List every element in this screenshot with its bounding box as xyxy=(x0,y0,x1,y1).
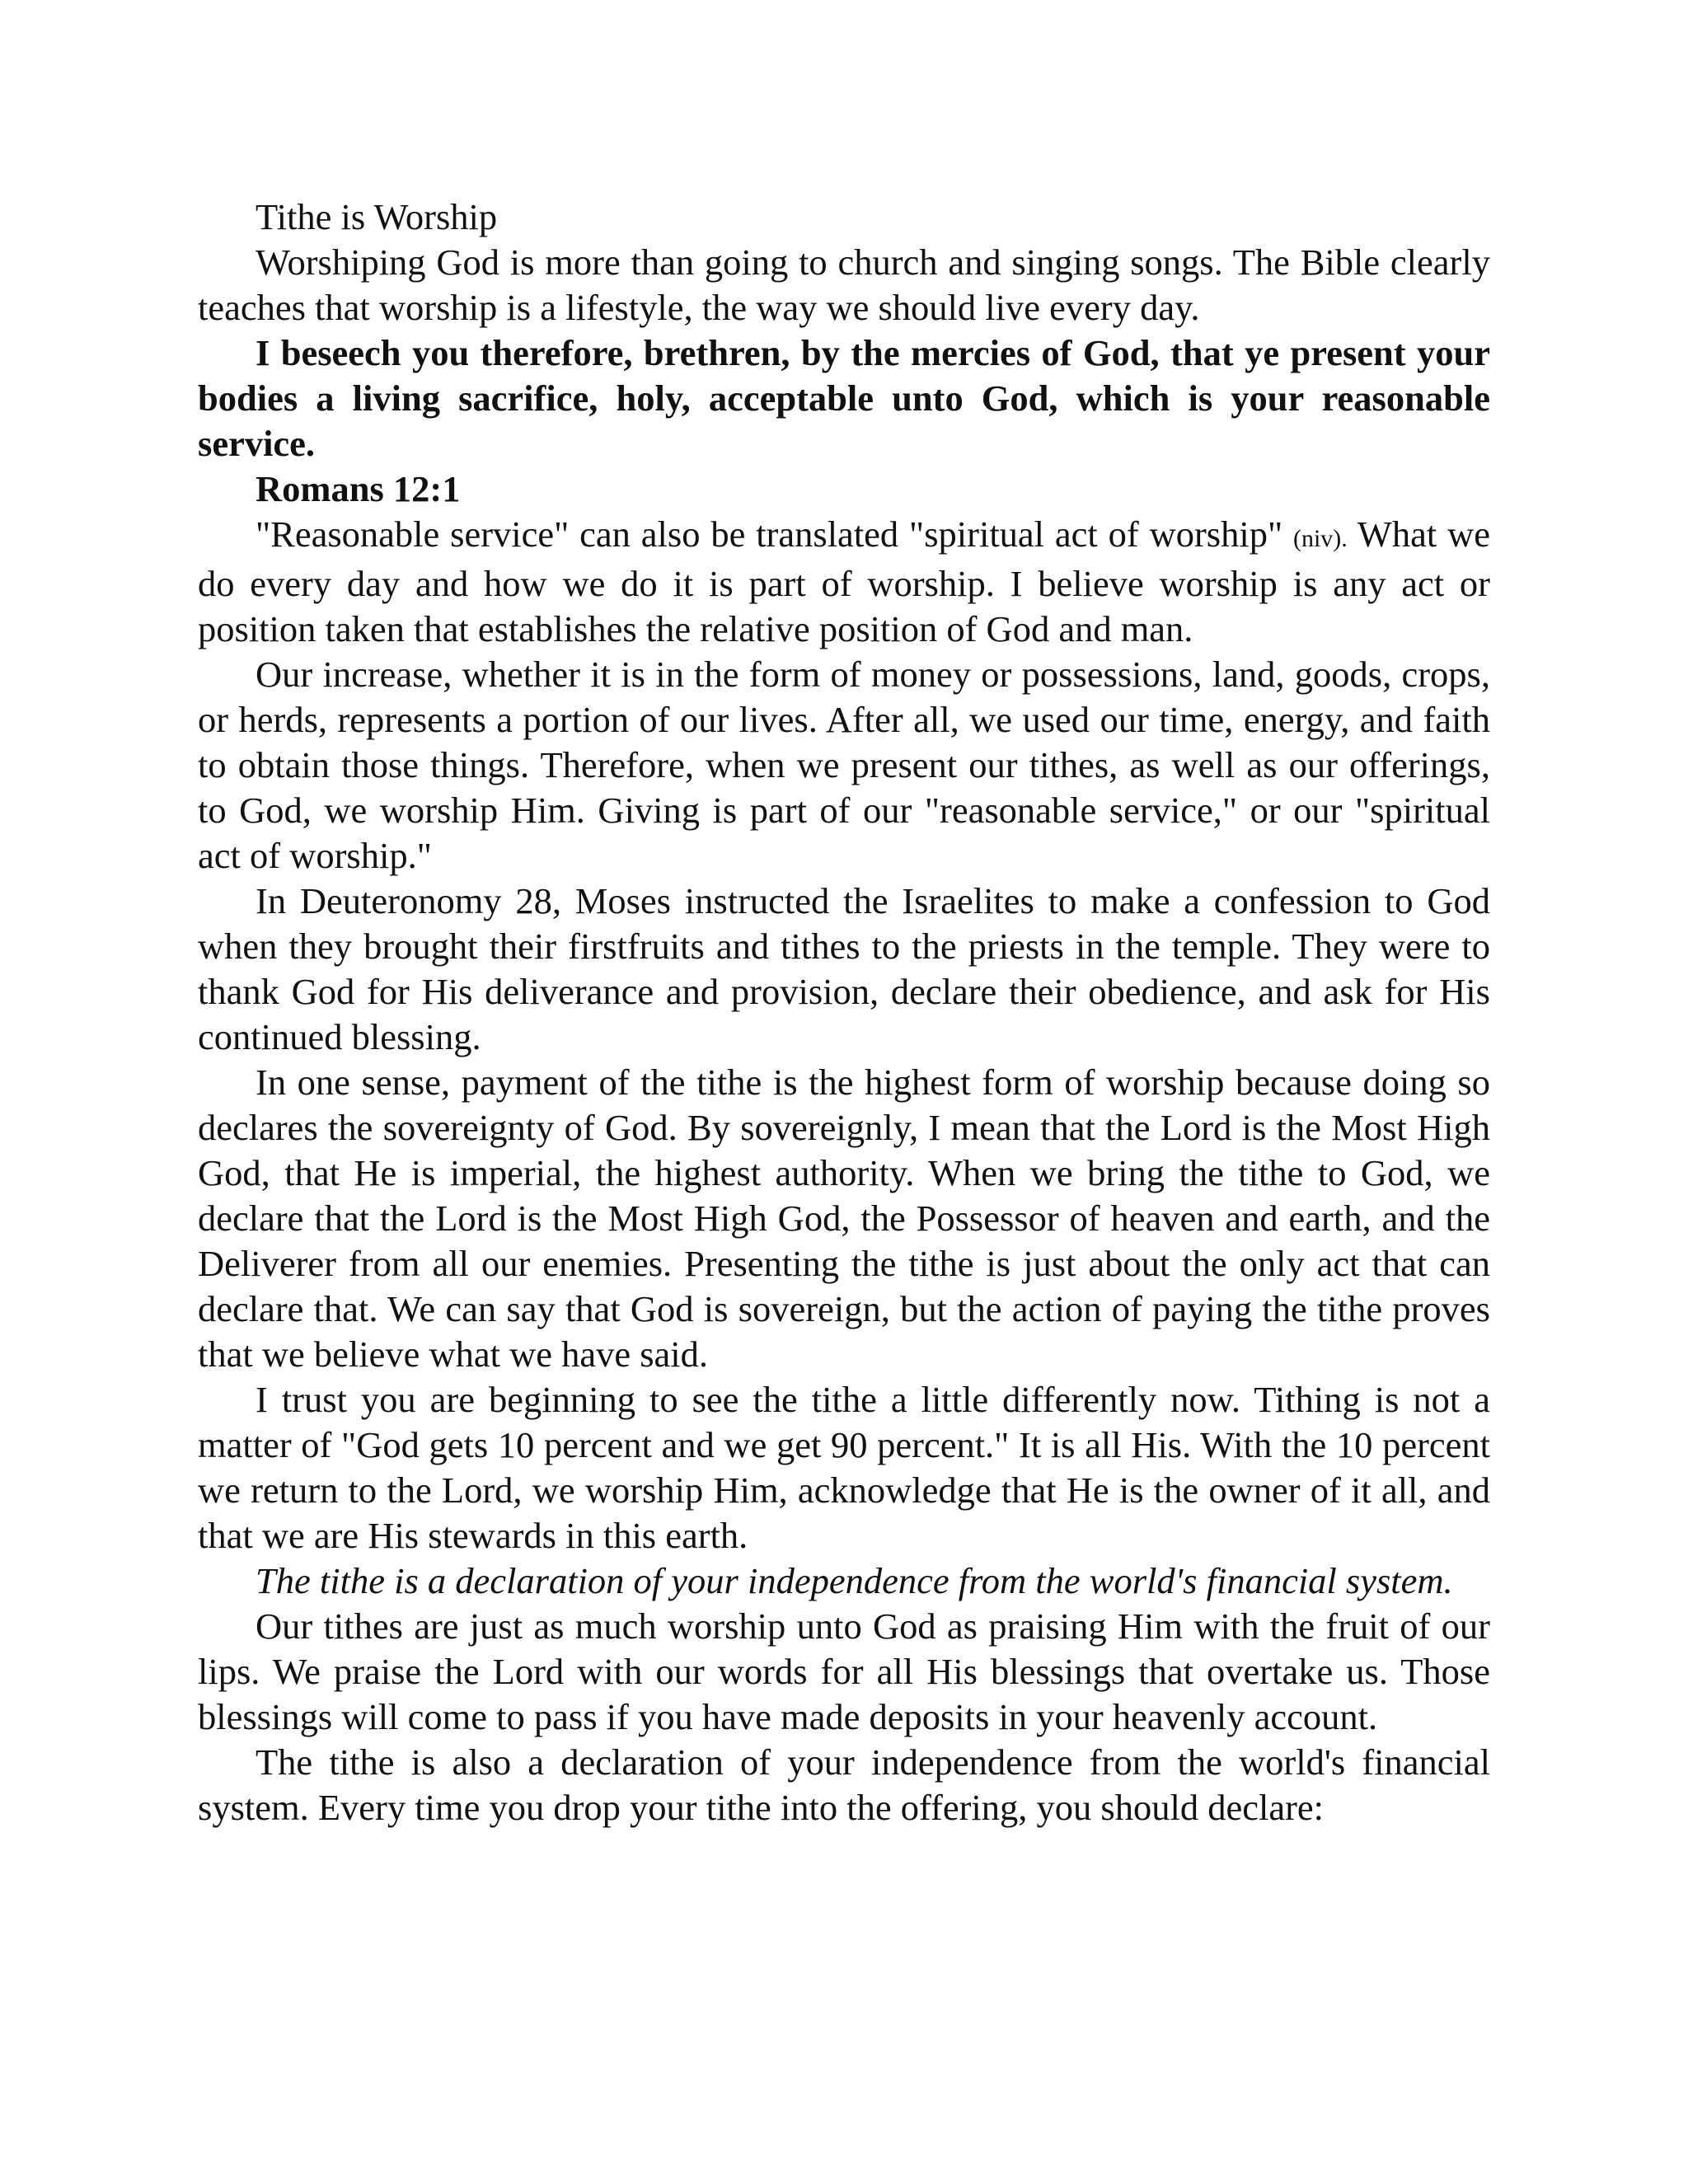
niv-abbreviation: (niv). xyxy=(1292,525,1348,552)
section-title: Tithe is Worship xyxy=(256,196,498,237)
paragraph-3: Our increase, whether it is in the form of money or possessions, land, goods, crops, or herds, represents a portion of our lives. After all, we used our time, energy, and faith to obtain those things. Therefore, when we present our tithes, as well as our offerings, to God, we worship Him. Giving is part of our "reasonable service," or our "spiritual act of worship." xyxy=(198,654,1490,876)
pull-quote: The tithe is a declaration of your independence from the world's financial system. xyxy=(256,1560,1453,1601)
paragraph-2 xyxy=(198,512,1490,652)
scripture-reference: Romans 12:1 xyxy=(256,468,461,509)
paragraph-5: In one sense, payment of the tithe is the highest form of worship because doing so declares the sovereignty of God. By sovereignly, I mean that the Lord is the Most High God, that He is imperial, the highest authority. When we bring the tithe to God, we declare that the Lord is the Most High God, the Possessor of heaven and earth, and the Deliverer from all our enemies. Presenting the tithe is just about the only act that can declare that. We can say that God is sovereign, but the action of paying the tithe proves that we believe what we have said. xyxy=(198,1062,1490,1375)
scripture-quote: I beseech you therefore, brethren, by the mercies of God, that ye present your bodies a living sacrifice, holy, acceptable unto God, which is your reasonable service. xyxy=(198,332,1490,464)
paragraph-4: In Deuteronomy 28, Moses instructed the Israelites to make a confession to God when they brought their firstfruits and tithes to the priests in the temple. They were to thank God for His deliverance and provision, declare their obedience, and ask for His continued blessing. xyxy=(198,880,1490,1057)
paragraph-8: The tithe is also a declaration of your independence from the world's financial system. Every time you drop your tithe into the offering, you should declare: xyxy=(198,1741,1490,1828)
document-page xyxy=(198,194,1490,1830)
paragraph-7: Our tithes are just as much worship unto God as praising Him with the fruit of our lips. We praise the Lord with our words for all His blessings that overtake us. Those blessings will come to pass if you have made deposits in your heavenly account. xyxy=(198,1605,1490,1737)
paragraph-1: Worshiping God is more than going to church and singing songs. The Bible clearly teaches that worship is a lifestyle, the way we should live every day. xyxy=(198,241,1490,328)
paragraph-2-text-a: "Reasonable service" can also be translated "spiritual act of worship" xyxy=(256,513,1293,555)
paragraph-6: I trust you are beginning to see the tithe a little differently now. Tithing is not a matter of "God gets 10 percent and we get 90 percent." It is all His. With the 10 percent we return to the Lord, we worship Him, acknowledge that He is the owner of it all, and that we are His stewards in this earth. xyxy=(198,1379,1490,1556)
paragraph-2-text-b: What we do every day and how we do it is part of worship. I believe worship is any act or position taken that establishes the relative position of God and man. xyxy=(198,513,1490,649)
